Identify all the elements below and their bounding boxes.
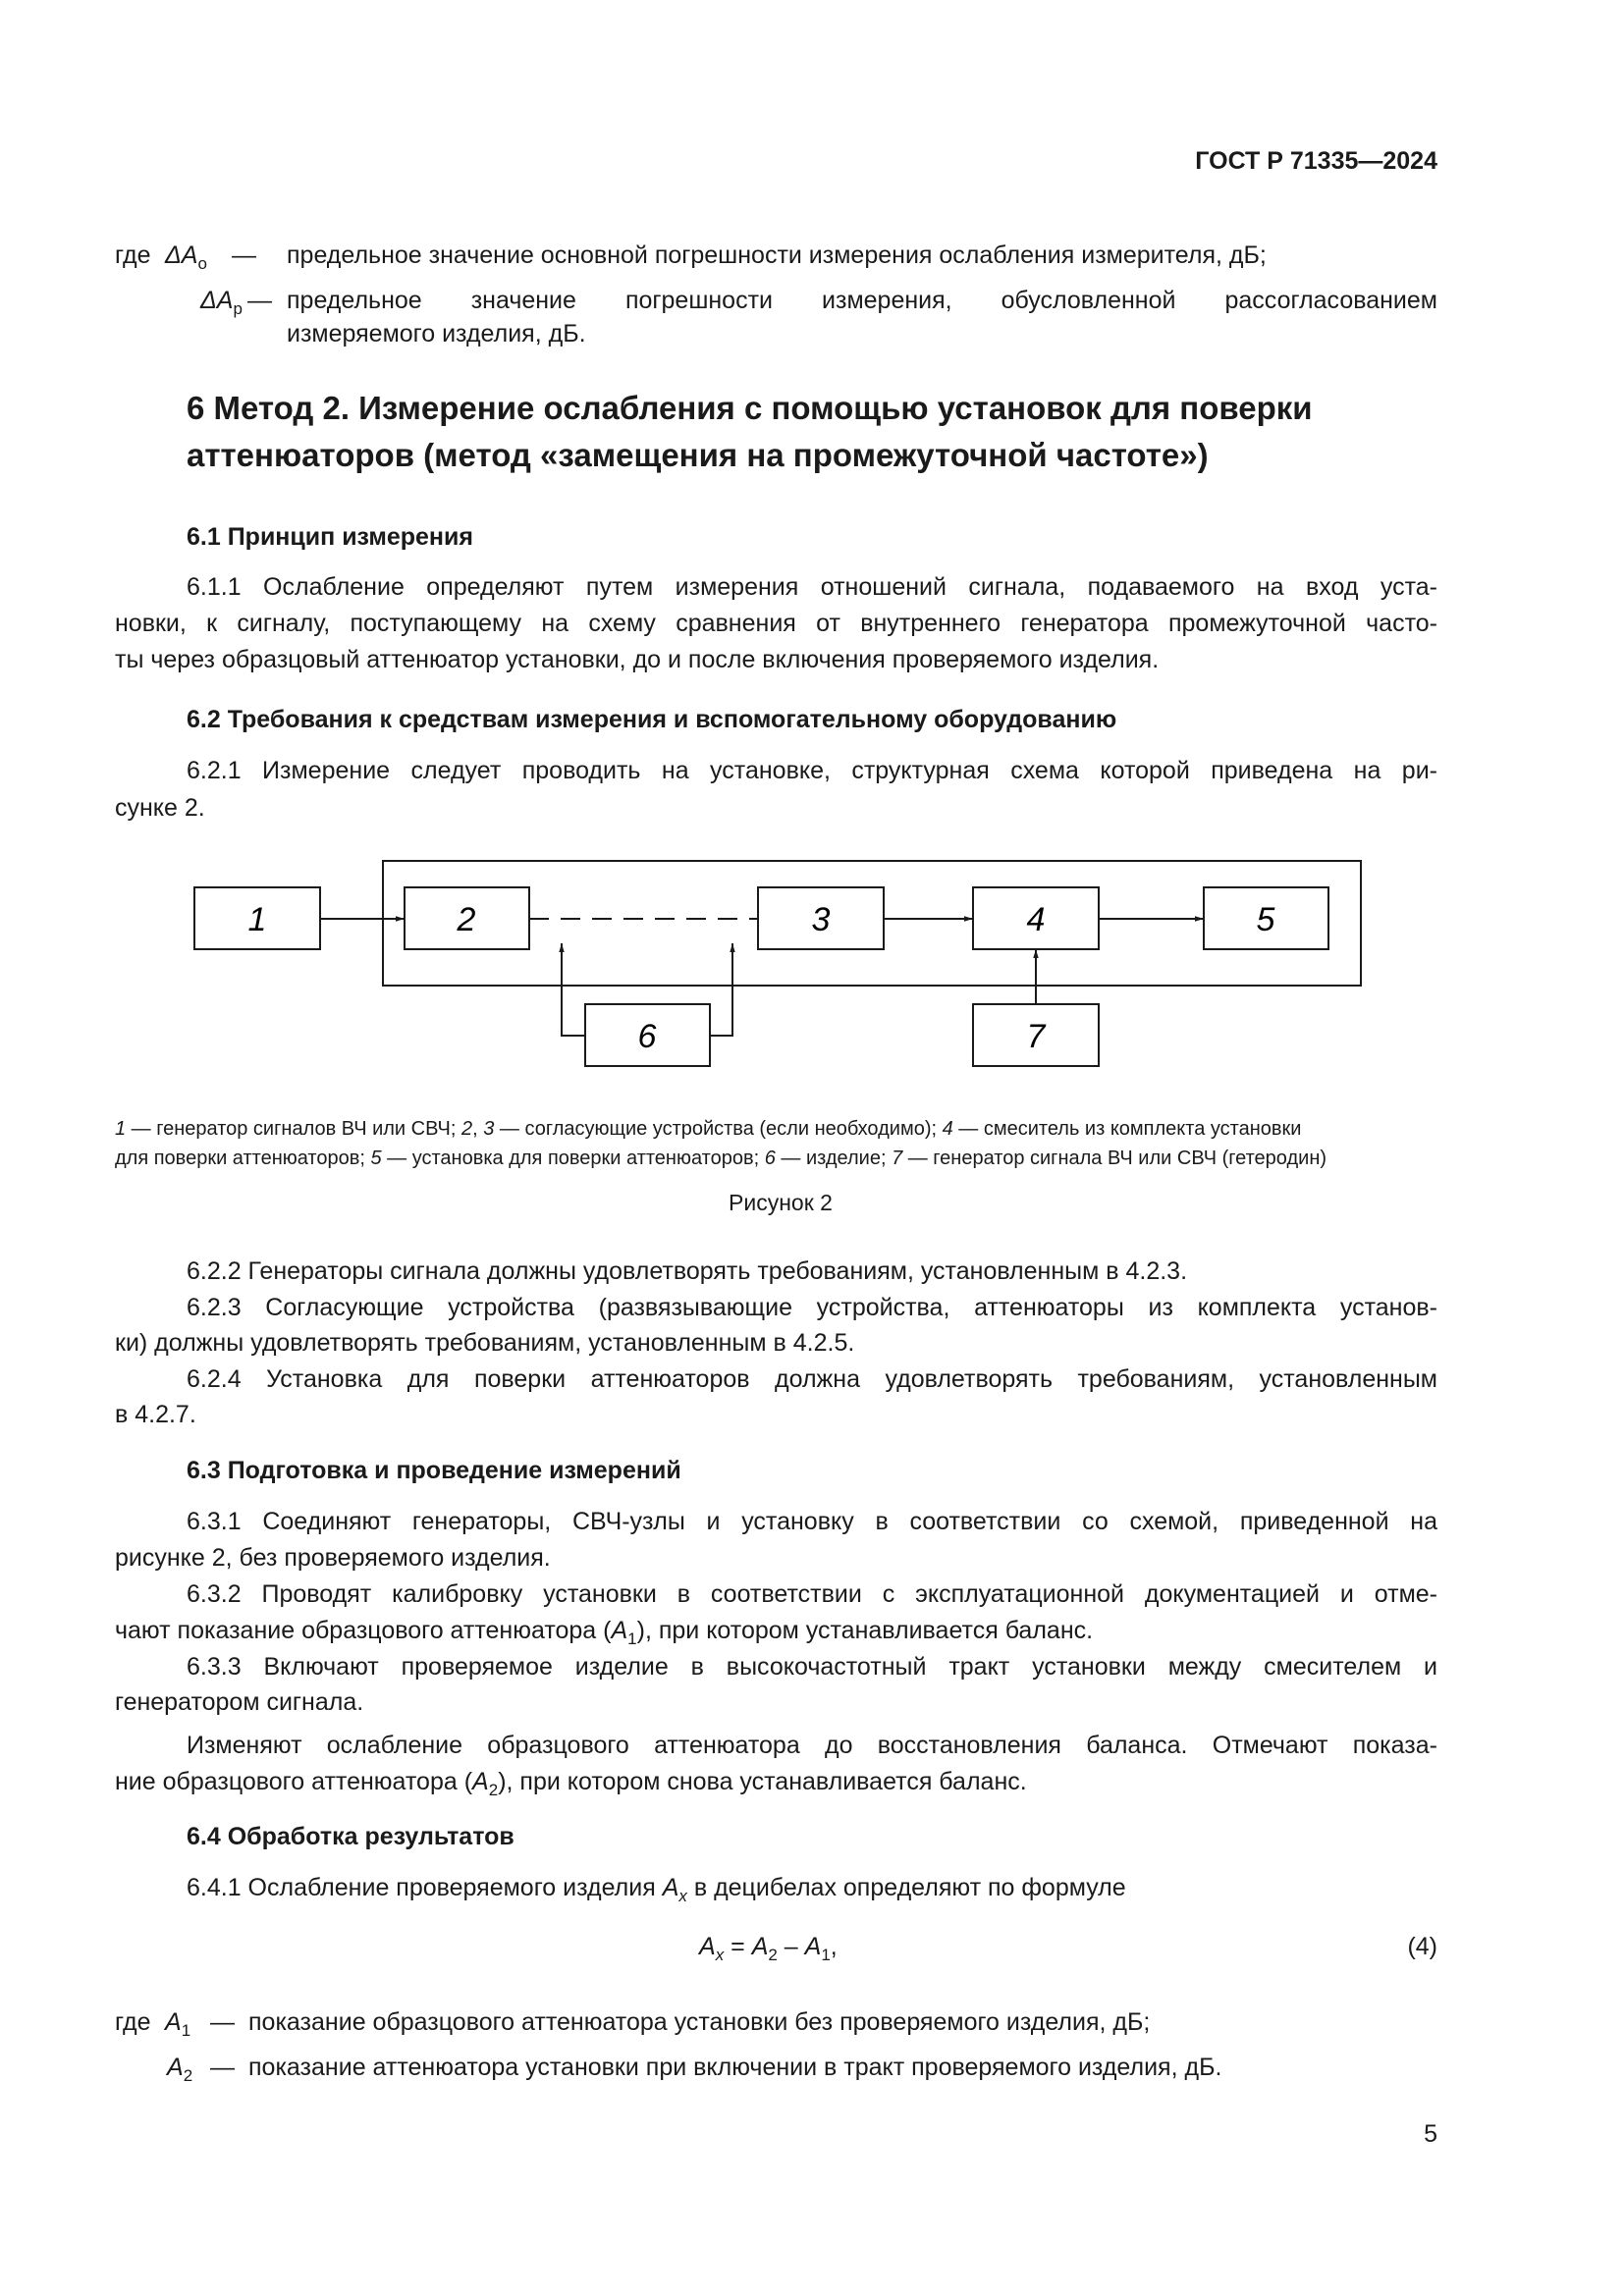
para-6-1-1-line1: 6.1.1 Ослабление определяют путем измерения отношений сигнала, подаваемого на вход уста- [187, 573, 1437, 601]
para-6-3-2-line1: 6.3.2 Проводят калибровку установки в соответствии с эксплуатационной документацией и отме- [187, 1580, 1437, 1608]
caption-text: — генератор сигналов ВЧ или СВЧ; [126, 1118, 461, 1140]
caption-item-number: 4 [942, 1118, 953, 1140]
caption-text: — изделие; [775, 1148, 893, 1169]
para-6-2-1-line1: 6.2.1 Измерение следует проводить на установке, структурная схема которой приведена на ри- [187, 757, 1437, 784]
definition-a2: показание аттенюатора установки при включении в тракт проверяемого изделия, дБ. [248, 2054, 1222, 2081]
block-diagram [0, 0, 1624, 1099]
caption-text: для поверки аттенюаторов; [115, 1148, 371, 1169]
caption-text: , [472, 1118, 484, 1140]
symbol-a1: $A_1$ [165, 2008, 191, 2040]
para-6-3-1-line1: 6.3.1 Соединяют генераторы, СВЧ-узлы и установку в соответствии со схемой, приведенной на [187, 1508, 1437, 1535]
subsection-6-2-heading: 6.2 Требования к средствам измерения и вспомогательному оборудованию [187, 706, 1117, 733]
para-6-3-3-line1: 6.3.3 Включают проверяемое изделие в высокочастотный тракт установки между смесителем и [187, 1653, 1437, 1681]
dash: — [247, 287, 272, 314]
definition-a1: показание образцового аттенюатора установки без проверяемого изделия, дБ; [248, 2008, 1151, 2036]
dash: — [232, 241, 256, 269]
block-4-label: 4 [1026, 901, 1046, 938]
arrow-6-to-2-side [562, 943, 585, 1036]
block-2-label: 2 [457, 901, 476, 938]
caption-item-number: 5 [370, 1148, 382, 1169]
caption-text: — смеситель из комплекта установки [952, 1118, 1302, 1140]
para-6-3-2-line2: чают показание образцового аттенюатора $(A_1)$, при котором устанавливается баланс. [115, 1617, 1094, 1648]
para-6-1-1-line2: новки, к сигналу, поступающему на схему сравнения от внутреннего генератора промежуточной часто- [115, 610, 1437, 637]
caption-text: — генератор сигнала ВЧ или СВЧ (гетеродин) [902, 1148, 1327, 1169]
caption-item-number: 2 [461, 1118, 473, 1140]
symbol-delta-a-p: $\Delta A_р$ [200, 287, 243, 318]
caption-item-number: 1 [115, 1118, 127, 1140]
block-1-label: 1 [247, 901, 267, 938]
definition-delta-a-p-line1: предельное значение погрешности измерения, обусловленной рассогласованием [287, 287, 1437, 314]
figure-title: Рисунок 2 [729, 1190, 833, 1215]
definition-delta-a-o: предельное значение основной погрешности измерения ослабления измерителя, дБ; [287, 241, 1267, 269]
symbol-a2: $A_2$ [167, 2054, 193, 2085]
para-6-3-3-line2: генератором сигнала. [115, 1688, 364, 1716]
para-6-2-3-line2: ки) должны удовлетворять требованиям, установленным в 4.2.5. [115, 1329, 855, 1357]
block-5-label: 5 [1256, 901, 1275, 938]
para-6-3-4-line1: Изменяют ослабление образцового аттенюатора до восстановления баланса. Отмечают показа- [187, 1732, 1437, 1759]
para-6-3-4-line2: ние образцового аттенюатора $(A_2)$, при котором снова устанавливается баланс. [115, 1768, 1027, 1799]
figure-caption-line1 [115, 1112, 1450, 1146]
caption-item-number: 3 [483, 1118, 495, 1140]
caption-item-number: 6 [764, 1148, 776, 1169]
subsection-6-4-heading: 6.4 Обработка результатов [187, 1823, 514, 1850]
formula-4: $A_x = A_2 - A_1$, [699, 1933, 838, 1964]
para-6-2-1-line2: сунке 2. [115, 794, 205, 822]
subsection-6-1-heading: 6.1 Принцип измерения [187, 523, 473, 551]
block-3-label: 3 [811, 901, 831, 938]
block-6-label: 6 [637, 1018, 657, 1055]
para-6-1-1-line3: ты через образцовый аттенюатор установки, до и после включения проверяемого изделия. [115, 646, 1160, 673]
page-number: 5 [1424, 2120, 1437, 2148]
block-7-label: 7 [1026, 1018, 1046, 1055]
caption-item-number: 7 [892, 1148, 903, 1169]
caption-text: — согласующие устройства (если необходимо); [494, 1118, 943, 1140]
section-6-heading: 6 Метод 2. Измерение ослабления с помощью установок для поверки аттенюаторов (метод «замещения на промежуточной частоте») [187, 390, 1313, 473]
para-6-2-2: 6.2.2 Генераторы сигнала должны удовлетворять требованиям, установленным в 4.2.3. [187, 1257, 1188, 1285]
where-lead: где [115, 241, 151, 269]
para-6-2-3-line1: 6.2.3 Согласующие устройства (развязывающие устройства, аттенюаторы из комплекта установ- [187, 1294, 1437, 1321]
symbol-delta-a-o: $\Delta A_о$ [165, 241, 207, 273]
dash: — [210, 2054, 235, 2081]
para-6-2-4-line2: в 4.2.7. [115, 1401, 196, 1428]
para-6-2-4-line1: 6.2.4 Установка для поверки аттенюаторов должна удовлетворять требованиям, установленным [187, 1365, 1437, 1393]
para-6-3-1-line2: рисунке 2, без проверяемого изделия. [115, 1544, 551, 1572]
caption-text: — установка для поверки аттенюаторов; [381, 1148, 765, 1169]
where-lead: где [115, 2008, 151, 2036]
figure-caption-line2 [115, 1142, 1450, 1175]
arrow-6-to-3-side [710, 943, 732, 1036]
dash: — [210, 2008, 235, 2036]
subsection-6-3-heading: 6.3 Подготовка и проведение измерений [187, 1457, 681, 1484]
formula-number: (4) [1407, 1933, 1437, 1960]
para-6-4-1: 6.4.1 Ослабление проверяемого изделия $A_x$ в децибелах определяют по формуле [187, 1874, 1126, 1905]
document-number: ГОСТ Р 71335—2024 [1195, 147, 1437, 175]
definition-delta-a-p-line2: измеряемого изделия, дБ. [287, 320, 586, 347]
